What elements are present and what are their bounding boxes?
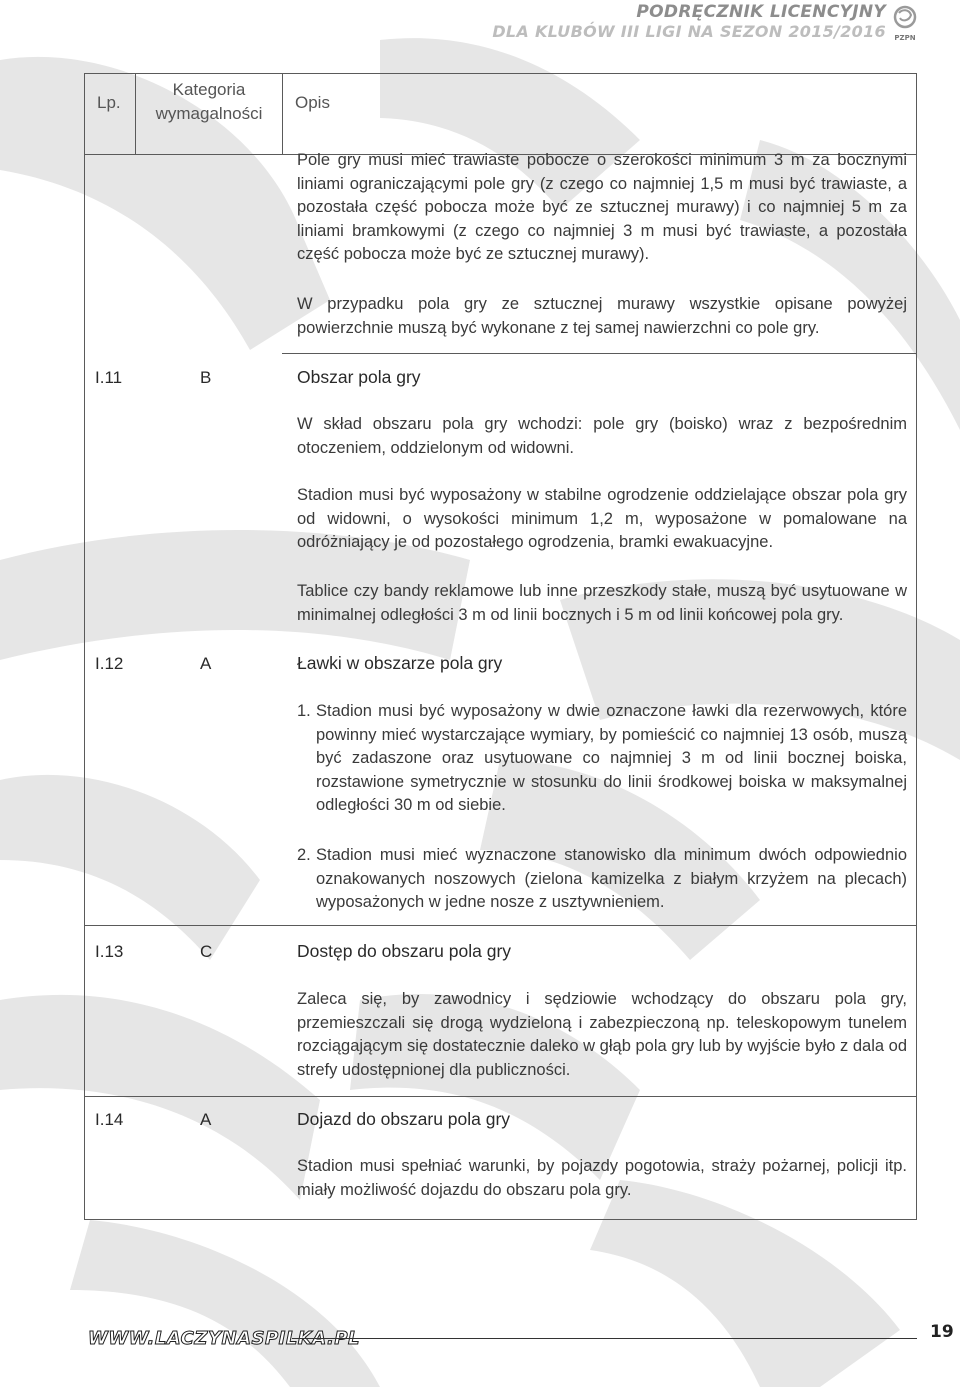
row-title: Obszar pola gry bbox=[297, 367, 421, 387]
list-item bbox=[297, 844, 907, 915]
row-category: B bbox=[200, 368, 212, 387]
row-category: A bbox=[200, 654, 212, 673]
requirements-table bbox=[84, 73, 917, 1220]
column-header-description: Opis bbox=[295, 93, 330, 112]
row-code: I.12 bbox=[95, 654, 124, 673]
list-item-text: Stadion musi być wyposażony w dwie oznaczone ławki dla rezerwowych, które powinny mieć wystarczające wymiary, by pomieścić co najmniej 13 osób, muszą być zadaszone oraz usytuowane co najmniej 3 m od linii bocznej boiska, rozstawione symetrycznie w stosunku do linii środkowej boiska w maksymalnej odległości 30 m od siebie. bbox=[316, 702, 907, 814]
row-paragraph: Zaleca się, by zawodnicy i sędziowie wchodzący do obszaru pola gry, przemieszczali się drogą wydzieloną i zabezpieczoną np. teleskopowym tunelem rozciągającym się dostatecznie daleko w głąb pola gry lub by wyjście było z dala od strefy udostępnionej dla publiczności. bbox=[297, 990, 907, 1079]
column-header-category: Kategoria wymagalności bbox=[155, 80, 263, 123]
header-title: PODRĘCZNIK LICENCYJNY bbox=[636, 2, 886, 22]
row-separator bbox=[282, 353, 916, 354]
list-item-number: 1. bbox=[297, 702, 311, 720]
row-separator bbox=[85, 1096, 916, 1097]
row-paragraph: Stadion musi być wyposażony w stabilne ogrodzenie oddzielające obszar pola gry od widowni, o wysokości minimum 1,2 m, wyposażone w pomalowane na odróżniający je od pozostałego ogrodzenia, bramki ewakuacyjne. bbox=[297, 486, 907, 551]
row-title: Dojazd do obszaru pola gry bbox=[297, 1109, 511, 1129]
row-paragraph: Tablice czy bandy reklamowe lub inne przeszkody stałe, muszą być usytuowane w minimalnej odległości 3 m od linii bocznych i 5 m od linii końcowej pola gry. bbox=[297, 582, 907, 624]
column-divider bbox=[135, 74, 136, 154]
row-title: Ławki w obszarze pola gry bbox=[297, 653, 503, 673]
row-code: I.11 bbox=[95, 368, 123, 387]
row-separator bbox=[85, 925, 916, 926]
row-category: A bbox=[200, 1110, 212, 1129]
list-item-text: Stadion musi mieć wyznaczone stanowisko dla minimum dwóch odpowiednio oznakowanych noszowych (zielona kamizelka z białym krzyżem na plecach) wyposażonych w jedne nosze z usztywnieniem. bbox=[316, 846, 907, 911]
row-code: I.14 bbox=[95, 1110, 124, 1129]
list-item-number: 2. bbox=[297, 846, 311, 864]
row-paragraph: Stadion musi spełniać warunki, by pojazdy pogotowia, straży pożarnej, policji itp. miały możliwość dojazdu do obszaru pola gry. bbox=[297, 1157, 907, 1199]
page-number: 19 bbox=[930, 1322, 954, 1342]
header-subtitle: DLA KLUBÓW III LIGI NA SEZON 2015/2016 bbox=[492, 22, 886, 41]
column-header-lp: Lp. bbox=[97, 93, 121, 112]
svg-text:PZPN: PZPN bbox=[894, 34, 916, 42]
list-item bbox=[297, 700, 907, 818]
row-code: I.13 bbox=[95, 942, 124, 961]
footer-website: WWW.LACZYNASPILKA.PL bbox=[88, 1328, 361, 1349]
row-title: Dostęp do obszaru pola gry bbox=[297, 941, 512, 961]
page-header bbox=[492, 3, 886, 41]
intro-paragraph-1: Pole gry musi mieć trawiaste pobocze o szerokości minimum 3 m za bocznymi liniami ograniczającymi pole gry (z czego co najmniej 1,5 m musi być trawiaste, a pozostała część pobocza może być ze sztucznej murawy) i co najmniej 5 m za liniami bramkowymi (z czego co najmniej 3 m musi być trawiaste, a pozostała część pobocza może być ze sztucznej murawy). bbox=[297, 151, 907, 263]
intro-paragraph-2: W przypadku pola gry ze sztucznej murawy wszystkie opisane powyżej powierzchnie muszą być wykonane z tej samej nawierzchni co pole gry. bbox=[297, 295, 907, 337]
row-paragraph: W skład obszaru pola gry wchodzi: pole gry (boisko) wraz z bezpośrednim otoczeniem, oddzielonym od widowni. bbox=[297, 415, 907, 457]
pzpn-logo-icon bbox=[892, 3, 918, 43]
row-category: C bbox=[200, 942, 213, 961]
footer-rule bbox=[292, 1338, 917, 1339]
column-divider bbox=[282, 74, 283, 154]
